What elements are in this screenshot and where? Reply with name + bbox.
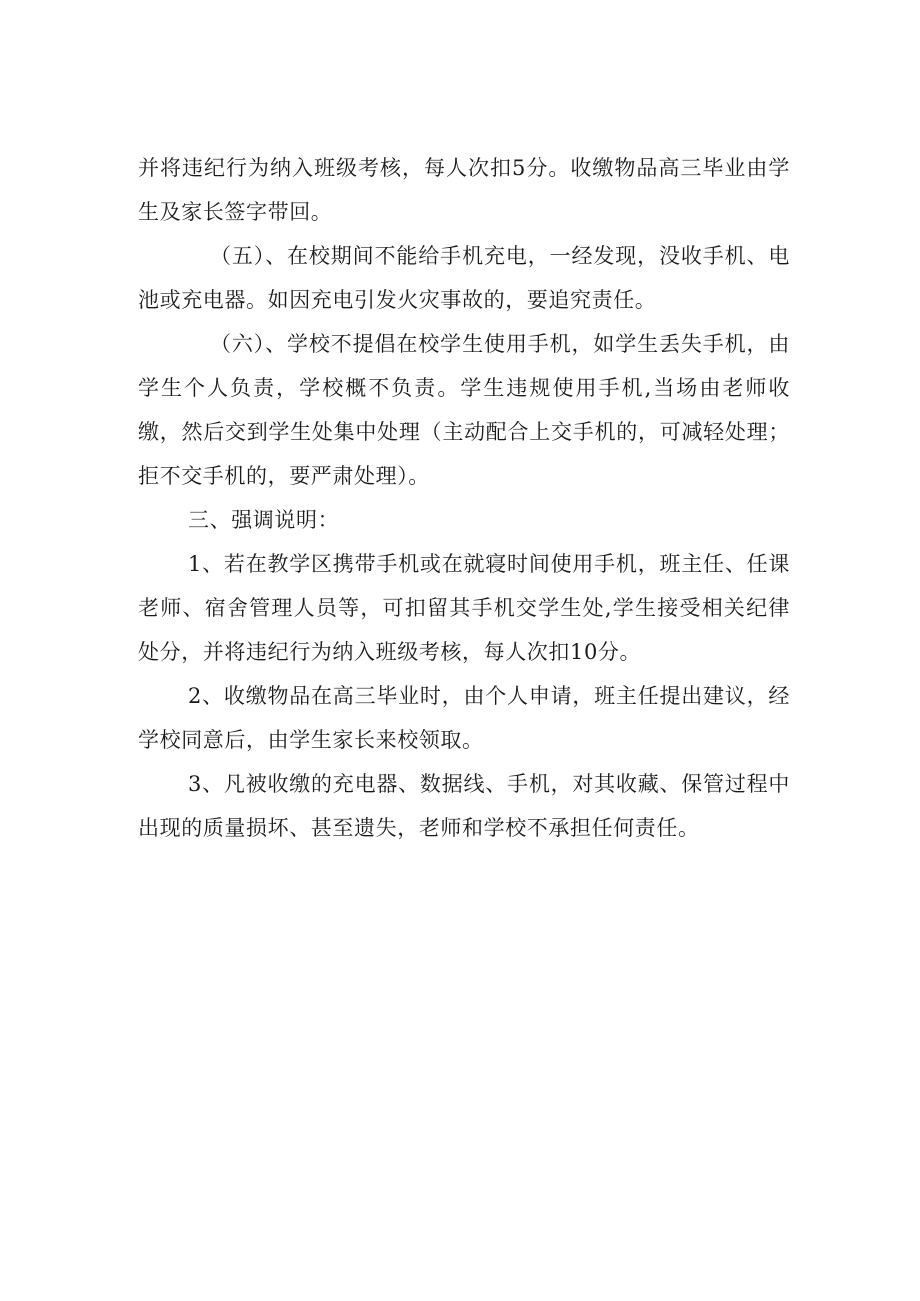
paragraph-point-1: 1、若在教学区携带手机或在就寝时间使用手机，班主任、任课老师、宿舍管理人员等，可扣留其手机交学生处,学生接受相关纪律处分，并将违纪行为纳入班级考核，每人次扣10分。 <box>138 552 790 664</box>
paragraph-point-3: 3、凡被收缴的充电器、数据线、手机，对其收藏、保管过程中出现的质量损坏、甚至遗失，老师和学校不承担任何责任。 <box>138 772 790 840</box>
section-heading-emphasis: 三、强调说明： <box>188 508 340 532</box>
paragraph-continuation: 并将违纪行为纳入班级考核，每人次扣5分。收缴物品高三毕业由学生及家长签字带回。 <box>138 156 790 224</box>
document-body <box>138 146 790 850</box>
paragraph-item-six: （六）、学校不提倡在校学生使用手机，如学生丢失手机，由学生个人负责，学校概不负责。学生违规使用手机,当场由老师收缴，然后交到学生处集中处理（主动配合上交手机的，可减轻处理；拒不交手机的，要严肃处理）。 <box>138 332 790 488</box>
paragraph-point-2: 2、收缴物品在高三毕业时，由个人申请，班主任提出建议，经学校同意后，由学生家长来校领取。 <box>138 684 790 752</box>
paragraph-item-five: （五）、在校期间不能给手机充电，一经发现，没收手机、电池或充电器。如因充电引发火灾事故的，要追究责任。 <box>138 244 790 312</box>
